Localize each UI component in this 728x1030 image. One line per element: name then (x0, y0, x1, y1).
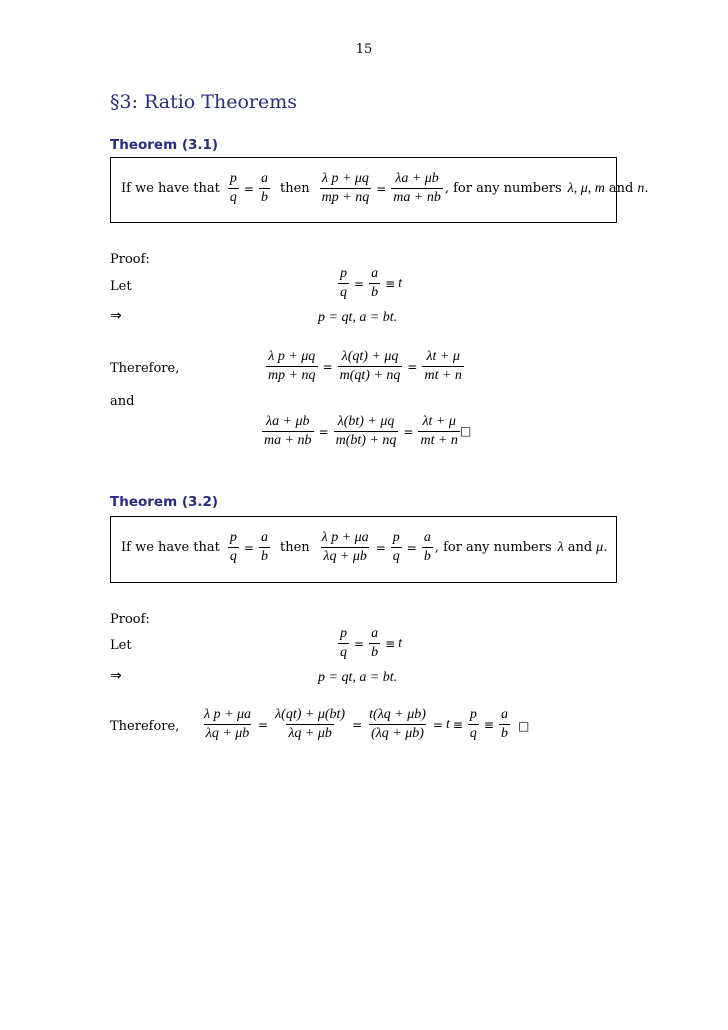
theorem-2-var-lambda: λ (557, 539, 564, 555)
proof-2-implies-arrow: ⇒ (110, 668, 122, 684)
proof-1-let-equation: $\frac{p}{q}$ = $\frac{a}{b}$ ≡ t (340, 266, 403, 300)
proof-1-implies-arrow: ⇒ (110, 308, 122, 324)
proof-2-therefore: Therefore, (110, 719, 180, 734)
theorem-2-var-mu: μ (596, 539, 604, 555)
theorem-3-2-heading: Theorem (3.2) (110, 494, 219, 510)
theorem-text-tail: , for any numbers (444, 181, 562, 196)
theorem-last-var: n (637, 180, 645, 196)
proof-1-qed: □ (460, 424, 472, 438)
proof-1-equation-1: $\frac{\text{λ p + μq}}{mp + nq}$ = $\frac{\lambda(qt) + \mu q}{m(qt) + nq}$ = $\frac{\lambda t + \mu}{mt + n}$ (268, 349, 462, 383)
theorem-3-2-box (110, 516, 617, 583)
theorem-2-text-tail: , for any numbers (434, 540, 552, 555)
proof-1-therefore: Therefore, (110, 361, 180, 376)
theorem-3-1-box (110, 157, 649, 223)
fraction-lp-ma-over-lq-mb: $\frac{\text{λ p + μa}}{\lambda q + \mu b}$ (321, 530, 369, 564)
proof-1-equation-2: $\frac{\lambda a + \mu b}{ma + nb}$ = $\frac{\lambda(bt) + \mu q}{m(bt) + nq}$ = $\frac{\lambda t + \mu}{mt + n}$ (264, 414, 458, 448)
theorem-text-and: and (608, 181, 634, 196)
fraction-p-over-q: $\frac{p}{q}$ (229, 530, 237, 564)
page-number: 15 (355, 42, 373, 57)
proof-2-let-equation: $\frac{p}{q}$ = $\frac{a}{b}$ ≡ t (340, 626, 403, 660)
proof-2-let: Let (110, 638, 132, 653)
proof-2-label: Proof: (110, 612, 150, 627)
fraction-lp-mq-over-mp-nq: $\frac{\text{λ p + μq}}{mp + nq}$ (321, 171, 370, 205)
fraction-a-over-b: $\frac{a}{b}$ (260, 171, 268, 205)
section-title: §3: Ratio Theorems (110, 91, 297, 113)
theorem-2-text-then: then (279, 540, 310, 555)
theorem-vars: λ, μ, m (567, 180, 605, 196)
proof-1-let: Let (110, 279, 132, 294)
proof-1-and: and (110, 394, 135, 409)
fraction-p-over-q-2: $\frac{p}{q}$ (392, 530, 400, 564)
theorem-3-1-heading: Theorem (3.1) (110, 137, 219, 153)
proof-2-qed: □ (518, 719, 530, 733)
theorem-3-1-statement: If we have that $\frac{p}{q}$ = $\frac{a}{b}$ then $\frac{\text{λ p + μq}}{mp + nq}$ = $\frac{\lambda a + \mu b}{ma + nb}$ , for any numbers λ, μ, m and n . (121, 171, 649, 205)
theorem-3-2-statement: If we have that $\frac{p}{q}$ = $\frac{a}{b}$ then $\frac{\text{λ p + μa}}{\lambda q + \mu b}$ = $\frac{p}{q}$ = $\frac{a}{b}$ , for any numbers λ and μ . (121, 530, 608, 564)
proof-1-label: Proof: (110, 252, 150, 267)
proof-2-equation: $\frac{\text{λ p + μa}}{\lambda q + \mu b}$ = $\frac{\lambda(qt) + \mu(bt)}{\lambda q + \mu b}$ = $\frac{t(\lambda q + \mu b)}{(\lambda q + \mu b)}$ = t ≡ $\frac{p}{q}$ ≡ $\frac{a}{b}$ (204, 707, 508, 741)
fraction-p-over-q: $\frac{p}{q}$ (229, 171, 237, 205)
proof-2-substitution: p = qt, a = bt. (318, 670, 398, 685)
theorem-2-text-and: and (567, 540, 593, 555)
theorem-text-if: If we have that (121, 181, 220, 196)
fraction-a-over-b: $\frac{a}{b}$ (260, 530, 268, 564)
proof-1-substitution: p = qt, a = bt. (318, 310, 398, 325)
fraction-a-over-b-2: $\frac{a}{b}$ (423, 530, 431, 564)
theorem-text-then: then (279, 181, 310, 196)
theorem-2-text-if: If we have that (121, 540, 220, 555)
fraction-la-mb-over-ma-nb: $\frac{\lambda a + \mu b}{ma + nb}$ (393, 171, 441, 205)
